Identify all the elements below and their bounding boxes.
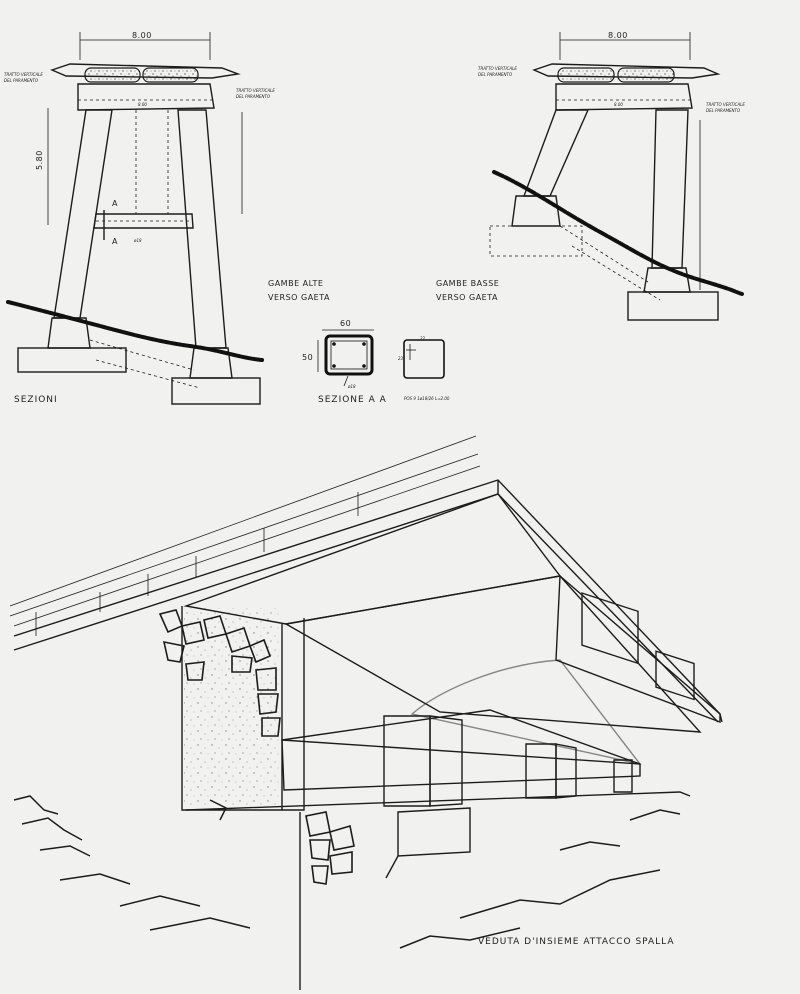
dim-top-right-label: 8.00 xyxy=(608,31,628,40)
svg-text:50: 50 xyxy=(302,353,314,362)
elevation-captions xyxy=(268,279,499,302)
svg-text:TRATTO VERTICALE: TRATTO VERTICALE xyxy=(236,88,275,93)
pier-leg-right-2 xyxy=(652,110,688,268)
deck-edge xyxy=(14,480,722,722)
svg-text:TRATTO VERTICALE: TRATTO VERTICALE xyxy=(706,102,745,107)
svg-text:8.00: 8.00 xyxy=(614,102,623,107)
perspective-caption: VEDUTA D'INSIEME ATTACCO SPALLA xyxy=(478,937,675,947)
caption-verso-gaeta-1: VERSO GAETA xyxy=(268,293,330,302)
ground-line-right xyxy=(494,172,742,294)
svg-text:ø18: ø18 xyxy=(134,238,142,243)
svg-text:TRATTO VERTICALE: TRATTO VERTICALE xyxy=(478,66,517,71)
section-mark-a-bottom: A xyxy=(112,237,118,246)
left-pier-elevation xyxy=(4,31,275,405)
column-1 xyxy=(384,716,430,806)
pier-cap xyxy=(282,710,640,790)
deck-underside xyxy=(186,494,560,624)
svg-text:DEL PARAMENTO: DEL PARAMENTO xyxy=(478,72,513,77)
svg-text:DEL PARAMENTO: DEL PARAMENTO xyxy=(4,78,39,83)
cap-beam-right xyxy=(556,84,692,110)
section-aa-box xyxy=(326,336,372,374)
perspective-view xyxy=(10,436,722,990)
section-mark-a-top: A xyxy=(112,199,118,208)
svg-text:5.80: 5.80 xyxy=(35,150,44,170)
caption-verso-gaeta-2: VERSO GAETA xyxy=(436,293,498,302)
svg-text:60: 60 xyxy=(340,319,352,328)
svg-text:ø18: ø18 xyxy=(348,384,356,389)
handrail xyxy=(10,436,480,636)
svg-text:22: 22 xyxy=(420,336,426,341)
pier-leg-right-1 xyxy=(524,110,588,196)
right-pier-elevation xyxy=(478,31,745,320)
column-2 xyxy=(526,744,556,798)
svg-text:DEL PARAMENTO: DEL PARAMENTO xyxy=(236,94,271,99)
caption-gambe-basse: GAMBE BASSE xyxy=(436,279,500,288)
dim-top-left-label: 8.00 xyxy=(132,31,152,40)
svg-text:DEL PARAMENTO: DEL PARAMENTO xyxy=(706,108,741,113)
sezioni-caption: SEZIONI xyxy=(14,395,58,405)
svg-text:23: 23 xyxy=(398,356,404,361)
sheet-note: POS 9 1ø18/26 L=2.00 xyxy=(404,396,450,401)
svg-text:TRATTO VERTICALE: TRATTO VERTICALE xyxy=(4,72,43,77)
section-aa-title: SEZIONE A A xyxy=(318,395,387,405)
caption-gambe-alte: GAMBE ALTE xyxy=(268,279,324,288)
column-footing xyxy=(398,808,470,856)
pier-leg-left-2 xyxy=(178,110,226,348)
section-aa-detail xyxy=(302,319,450,405)
svg-text:8.00: 8.00 xyxy=(138,102,147,107)
